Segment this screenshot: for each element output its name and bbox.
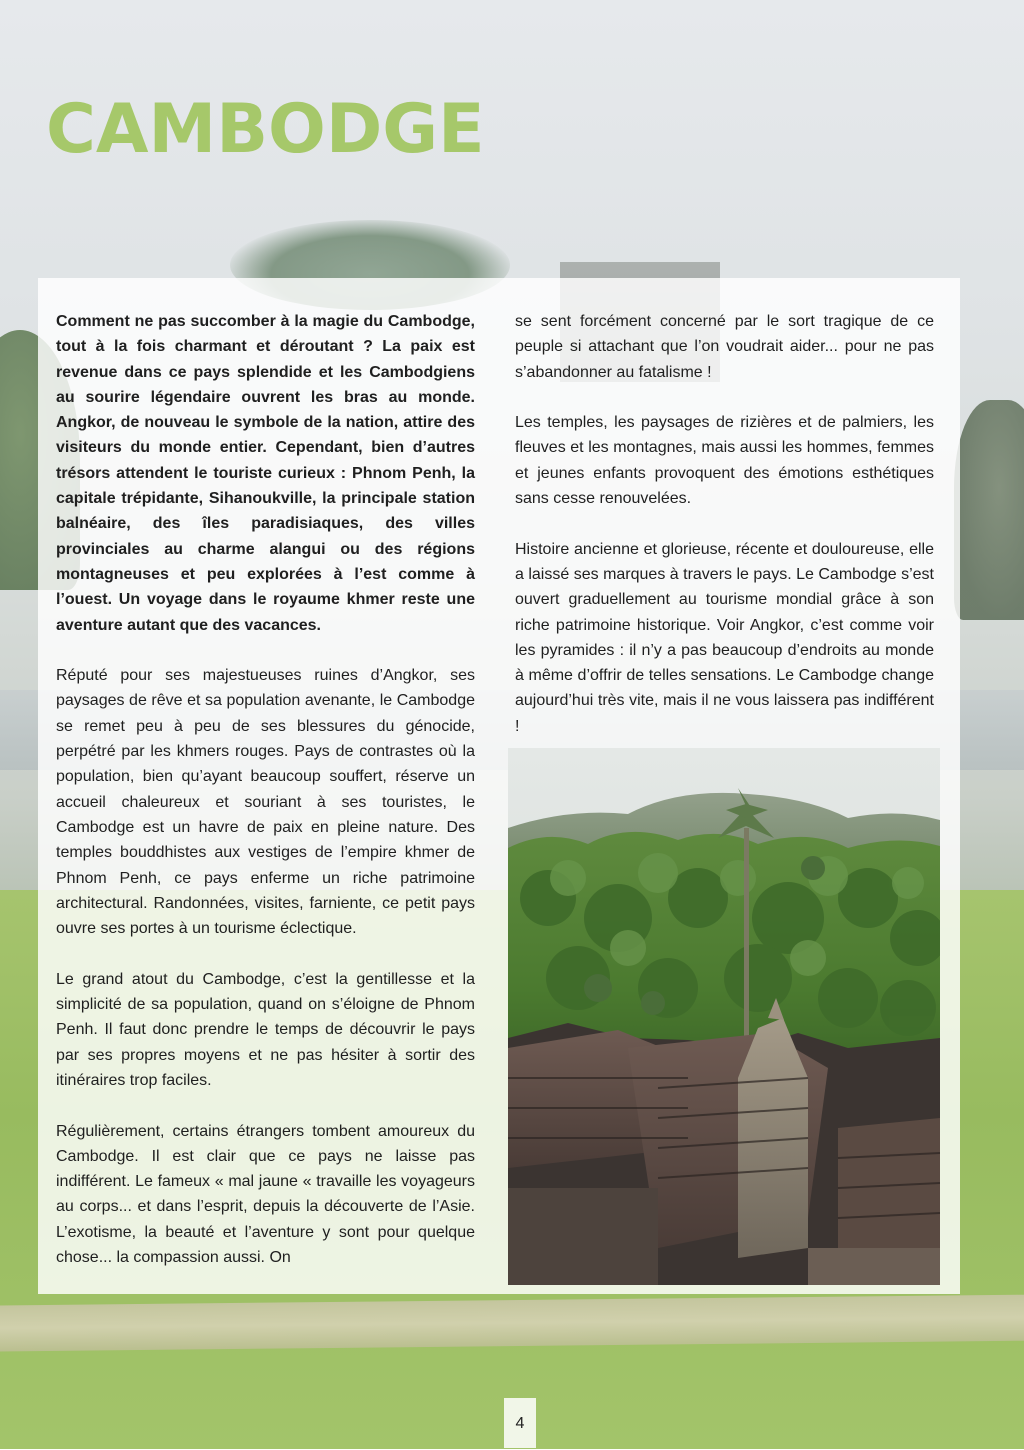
right-column xyxy=(515,309,934,764)
paragraph: se sent forcément concerné par le sort tragique de ce peuple si attachant que l’on voudrait aider... pour ne pas s’abandonner au fatalisme ! xyxy=(515,313,934,381)
intro-paragraph: Comment ne pas succomber à la magie du Cambodge, tout à la fois charmant et déroutant ? La paix est revenue dans ce pays splendide et les Cambodgiens au sourire légendaire ouvrent les bras au monde. Angkor, de nouveau le symbole de la nation, attire des visiteurs du monde entier. Cependant, bien d’autres trésors attendent le touriste curieux : Phnom Penh, la capitale trépidante, Sihanoukville, la principale station balnéaire, des îles paradisiaques, des villes provinciales au charme alangui ou des régions montagneuses et peu explorées à l’est comme à l’ouest. Un voyage dans le royaume khmer reste une aventure autant que des vacances. xyxy=(56,313,475,634)
paragraph: Régulièrement, certains étrangers tombent amoureux du Cambodge. Il est clair que ce pays ne laisse pas indifférent. Le fameux « mal jaune « travaille les voyageurs au corps... et dans l’esprit, depuis la découverte de l’Asie. L’exotisme, la beauté et l’aventure y sont pour quelque chose... la compassion aussi. On xyxy=(56,1122,475,1266)
page-number: 4 xyxy=(504,1398,536,1448)
angkor-temple-photo xyxy=(508,748,940,1285)
paragraph: Le grand atout du Cambodge, c’est la gentillesse et la simplicité de sa population, quand on s’éloigne de Phnom Penh. Il faut donc prendre le temps de découvrir le pays par ses propres moyens et ne pas hésiter à sortir des itinéraires trop faciles. xyxy=(56,970,475,1089)
page-title: CAMBODGE xyxy=(46,90,485,169)
paragraph: Les temples, les paysages de rizières et de palmiers, les fleuves et les montagnes, mais aussi les hommes, femmes et jeunes enfants provoquent des émotions esthétiques sans cesse renouvelées. xyxy=(515,414,934,508)
paragraph: Réputé pour ses majestueuses ruines d’Angkor, ses paysages de rêve et sa population avenante, le Cambodge se remet peu à peu de ses blessures du génocide, perpétré par les khmers rouges. Pays de contrastes où la population, bien qu’ayant beaucoup souffert, réserve un accueil chaleureux et souriant à ses touristes, le Cambodge est un havre de paix en pleine nature. Des temples bouddhistes aux vestiges de l’empire khmer de Phnom Penh, ce pays enferme un riche patrimoine architectural. Randonnées, visites, farniente, ce petit pays ouvre ses portes à un tourisme éclectique. xyxy=(56,667,475,938)
left-column xyxy=(56,309,475,1296)
paragraph: Histoire ancienne et glorieuse, récente et douloureuse, elle a laissé ses marques à travers le pays. Le Cambodge s’est ouvert graduellement au tourisme mondial grâce à son riche patrimoine historique. Voir Angkor, c’est comme voir les pyramides : il n’y a pas beaucoup d’endroits au monde à même d’offrir de telles sensations. Le Cambodge change aujourd’hui très vite, mais il ne vous laissera pas indifférent ! xyxy=(515,540,934,735)
trees-right xyxy=(954,400,1024,620)
